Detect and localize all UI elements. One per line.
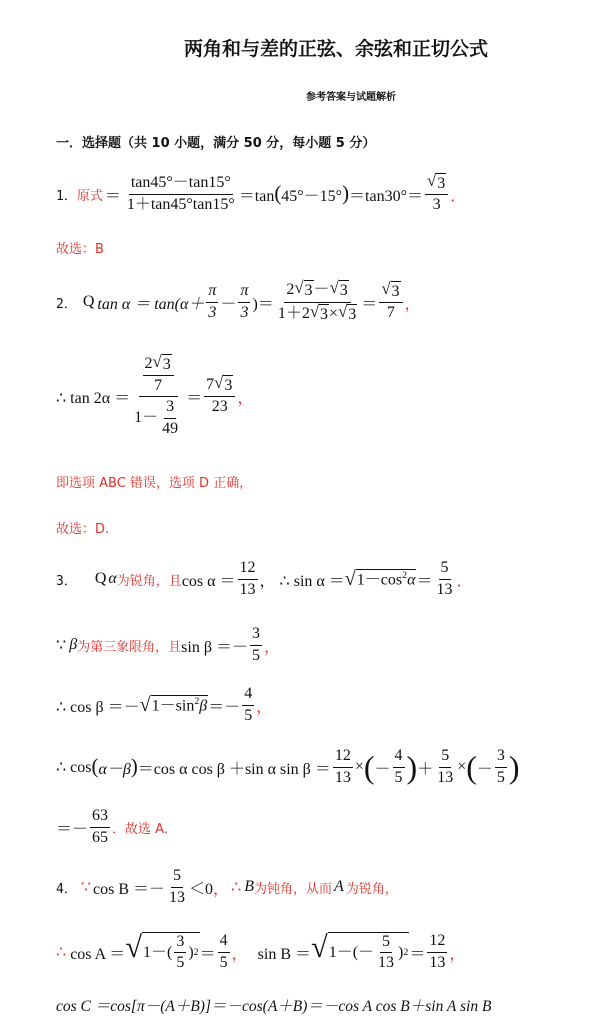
- q2-num2: 2: [286, 281, 295, 299]
- q3-minus1: －: [374, 760, 391, 778]
- q1-result: √ 3 3: [425, 173, 448, 215]
- q3-comma2: ，: [264, 638, 281, 656]
- q4-five1: 5: [171, 867, 183, 887]
- q3-twelve: 12: [238, 559, 258, 579]
- q4-rad1: 1－(: [143, 943, 173, 961]
- q3-sixtythree: 63: [90, 807, 110, 827]
- q1-answer: 故选：B: [56, 242, 104, 257]
- q4-comma1: ，: [213, 880, 230, 898]
- q2-seven: 7: [386, 304, 395, 322]
- q3-thirteen2: 13: [436, 580, 453, 598]
- q2-line1: 2． Q tan α ＝ tan(α＋ $\frac{\pi}{3}$ － $\frac{\pi}{3}$ )＝ 2 √ 3 － √ 3 1＋2 √ 3 × √ 3 ＝ √ 3 7 ，: [56, 278, 421, 323]
- q2-den-a: 1＋2: [277, 304, 310, 322]
- q2-comma2: ，: [237, 389, 254, 407]
- q1-num: tan45°－tan15°: [129, 174, 233, 194]
- q4-b: B: [244, 878, 255, 895]
- q3-sup2b: 2: [194, 695, 200, 707]
- q2-compound-fraction: 2 √ 3 7 1－ $\frac{3}{49}$: [134, 351, 179, 437]
- q3-cos-beta: ∴ cos β ＝－: [56, 698, 140, 716]
- q4-sq1: ): [188, 943, 194, 961]
- q3-sixtyfive: 65: [92, 828, 109, 846]
- q3-sin-beta: sin β ＝－: [181, 638, 248, 656]
- q4-line2: ∴ cos A ＝ √ 1－( $\frac{3}{5}$ ) 2 ＝ $\frac{4}{5}$ ， sin B ＝ √ 1－(－ $\frac{5}{13}$ ) 2 ＝ $\frac{12}{13}$ ，: [56, 929, 466, 971]
- q2-answer: 故选：D.: [56, 522, 110, 537]
- q1-sqrt3: 3: [437, 175, 446, 193]
- q4-therefore2: ∴: [56, 944, 67, 961]
- q3-four: 4: [242, 685, 254, 705]
- q4-number: 4．: [56, 881, 77, 897]
- q2-tan-expr: tan α ＝ tan(α＋: [97, 295, 205, 313]
- q3-five6: 5: [496, 768, 505, 786]
- q3-sin-alpha: ∴ sin α ＝: [279, 572, 345, 590]
- q3-three1: 3: [250, 625, 262, 645]
- q2-fortynine: 49: [162, 419, 179, 437]
- q3-line1: 3． Q α 为锐角，且 cos α ＝ $\frac{12}{13}$ ， ∴ sin α ＝ √ $1-\cos^2\alpha$ ＝ $\frac{5}{13}$ ．: [56, 559, 473, 598]
- q3-times2: ×: [457, 758, 467, 775]
- q2-sq3c: 3: [320, 305, 329, 323]
- q4-three: 3: [174, 933, 186, 953]
- q4-eq2: ＝: [409, 945, 426, 963]
- q3-expansion: ＝cos α cos β ＋sin α sin β ＝: [137, 760, 331, 778]
- q2-sq3b: 3: [339, 282, 348, 300]
- q4-comma2: ，: [231, 945, 248, 963]
- q2-sq3f: 3: [162, 355, 171, 373]
- q2-pi2: π: [238, 282, 250, 302]
- q1-end: ．: [450, 187, 467, 205]
- q2-f-den7: 7: [154, 377, 163, 394]
- q3-times1: ×: [354, 758, 364, 775]
- q1-den: 1＋tan45°tan15°: [126, 195, 235, 213]
- q3-five4: 5: [394, 768, 403, 786]
- q2-eq: ＝: [361, 295, 378, 313]
- q3-line5: [56, 804, 177, 850]
- section-heading: 一．选择题（共 10 小题，满分 50 分，每小题 5 分）: [56, 136, 376, 151]
- q3-because: ∵: [56, 637, 67, 654]
- q2-sq3a: 3: [304, 282, 313, 300]
- q2-f-num2: 2: [144, 354, 153, 372]
- q1-eq2: ＝tan30°＝: [349, 187, 423, 205]
- q3-three2: 3: [495, 747, 507, 767]
- q4-sin-b: sin B ＝: [257, 945, 312, 963]
- q2-three-small: 3: [164, 398, 176, 418]
- q4-cos-b: cos B ＝－: [93, 880, 166, 898]
- q2-pi1: π: [206, 282, 218, 302]
- q4-therefore1: ∴: [231, 879, 242, 896]
- q3-number: 3．: [56, 573, 77, 589]
- q2-q-symbol: Q: [82, 293, 95, 310]
- q1-line: 1． 原式 ＝ $\frac{\tan 45^\circ-\tan 15^\circ}{1+\tan 45^\circ\tan 15^\circ}$ ＝tan ( 45°－15° ) ＝tan30°＝ √ 3 3 ．: [56, 171, 467, 214]
- q3-dot: ．: [456, 572, 473, 590]
- q2-minus: －: [220, 295, 237, 313]
- q1-den3: 3: [432, 196, 441, 214]
- q4-four: 4: [218, 932, 230, 952]
- q3-minus2: －: [476, 760, 493, 778]
- q4-line1: [56, 864, 398, 910]
- q4-comma3: ，: [449, 945, 466, 963]
- q2-eq2: ＝: [186, 389, 203, 407]
- q4-line3: cos C ＝cos[π－(A＋B)]＝－cos(A＋B)＝－cos A cos B＋sin A sin B: [56, 998, 492, 1015]
- q1-eq1: ＝tan: [238, 187, 275, 205]
- q3-thirteen: 13: [239, 580, 256, 598]
- q4-because: ∵: [80, 879, 92, 896]
- q3-line2: [56, 622, 280, 668]
- q2-three1: 3: [208, 303, 217, 321]
- q1-fraction: [125, 174, 237, 214]
- q3-twelve2: 12: [333, 747, 353, 767]
- q4-five3: 5: [219, 953, 228, 971]
- q3-four2: 4: [393, 747, 405, 767]
- q4-sup2: 2: [403, 946, 409, 958]
- q3-eq2: ＝－: [208, 698, 241, 716]
- q4-text2: 为锐角，: [345, 881, 398, 897]
- page-title: 两角和与差的正弦、余弦和正切公式: [184, 38, 489, 60]
- q3-line4: ∴ cos ( α－β ) ＝cos α cos β ＋sin α sin β ＝ $\frac{12}{13}$ × ( － $\frac{4}{5}$ ) ＋ $\frac{5}{13}$ × ( － $\frac{3}{5}$ ): [56, 747, 520, 786]
- q4-five4: 5: [380, 933, 392, 953]
- q4-lt: ＜0: [189, 880, 214, 898]
- q3-neg-eq: ＝－: [56, 820, 89, 838]
- q3-thirteen3: 13: [334, 768, 351, 786]
- q3-alpha: α: [108, 570, 117, 587]
- q3-line3: ∴ cos β ＝－ √ $1-\sin^2\beta$ ＝－ $\frac{4}{5}$ ，: [56, 685, 273, 724]
- q1-number: 1．: [56, 188, 77, 204]
- q3-beta: β: [69, 636, 78, 653]
- q3-thirteen4: 13: [437, 768, 454, 786]
- q2-comma: ，: [404, 295, 421, 313]
- q3-rad1: 1－cos: [356, 571, 403, 589]
- q3-comma1: ，: [259, 572, 276, 590]
- q3-cos-alpha: cos α ＝: [181, 572, 236, 590]
- q3-alpha2: α: [407, 571, 416, 589]
- q2-times: ×: [329, 304, 339, 322]
- q3-eq1: ＝: [416, 572, 433, 590]
- q4-five2: 5: [176, 954, 185, 971]
- q2-sq3d: 3: [348, 305, 357, 323]
- q3-five3: 5: [244, 706, 253, 724]
- q4-sup1: 2: [193, 946, 199, 958]
- q4-text1: 为钝角，从而: [254, 881, 333, 897]
- q3-answer: ．故选 A．: [112, 821, 178, 837]
- q2-note: 即选项 ABC 错误，选项 D 正确，: [56, 476, 253, 491]
- q2-sq3g: 3: [224, 377, 233, 395]
- q3-q-symbol: Q: [94, 570, 107, 587]
- q4-sq2: ): [398, 943, 404, 961]
- q3-five1: 5: [439, 559, 451, 579]
- q4-thirteen3: 13: [429, 953, 446, 971]
- q4-thirteen1: 13: [169, 888, 186, 906]
- q4-eq1: ＝: [199, 945, 216, 963]
- q1-paren: 45°－15°: [281, 187, 343, 205]
- q2-three2: 3: [240, 303, 249, 321]
- q2-big-fraction: 2 √ 3 － √ 3 1＋2 √ 3 × √ 3: [277, 278, 357, 323]
- q2-seven2: 7: [206, 375, 215, 393]
- q4-rad2: 1－(－: [328, 943, 375, 961]
- q3-plus: ＋: [417, 760, 434, 778]
- q3-five2: 5: [252, 646, 260, 664]
- q3-comma3: ，: [256, 698, 273, 716]
- q2-number: 2．: [56, 296, 77, 312]
- page-subtitle: 参考答案与试题解析: [306, 92, 396, 103]
- q3-rad2: 1－sin: [151, 697, 195, 715]
- q3-text2: 为第三象限角，且: [77, 639, 182, 655]
- q4-cos-a: cos A ＝: [70, 945, 126, 963]
- q3-sup2a: 2: [402, 569, 408, 581]
- q3-cos-diff: ∴ cos: [56, 759, 92, 776]
- q4-a: A: [334, 878, 344, 895]
- q4-thirteen2: 13: [378, 954, 395, 971]
- q2-sq3e: 3: [391, 283, 400, 301]
- q3-five5: 5: [439, 747, 451, 767]
- q3-beta2: β: [199, 697, 208, 715]
- q2-one-minus: 1－: [134, 409, 159, 427]
- q2-close: )＝: [252, 295, 274, 313]
- q4-twelve: 12: [427, 932, 447, 952]
- q2-twentythree: 23: [211, 398, 228, 416]
- q3-text1: 为锐角，且: [116, 573, 182, 589]
- q1-intro: 原式: [76, 188, 103, 204]
- q2-tan2a: ∴ tan 2α ＝: [56, 389, 131, 407]
- q3-paren: α－β: [98, 760, 131, 778]
- q2-line2: ∴ tan 2α ＝ 2 √ 3 7 1－ $\frac{3}{49}$ ＝ 7 √ 3 23 ，: [56, 351, 254, 437]
